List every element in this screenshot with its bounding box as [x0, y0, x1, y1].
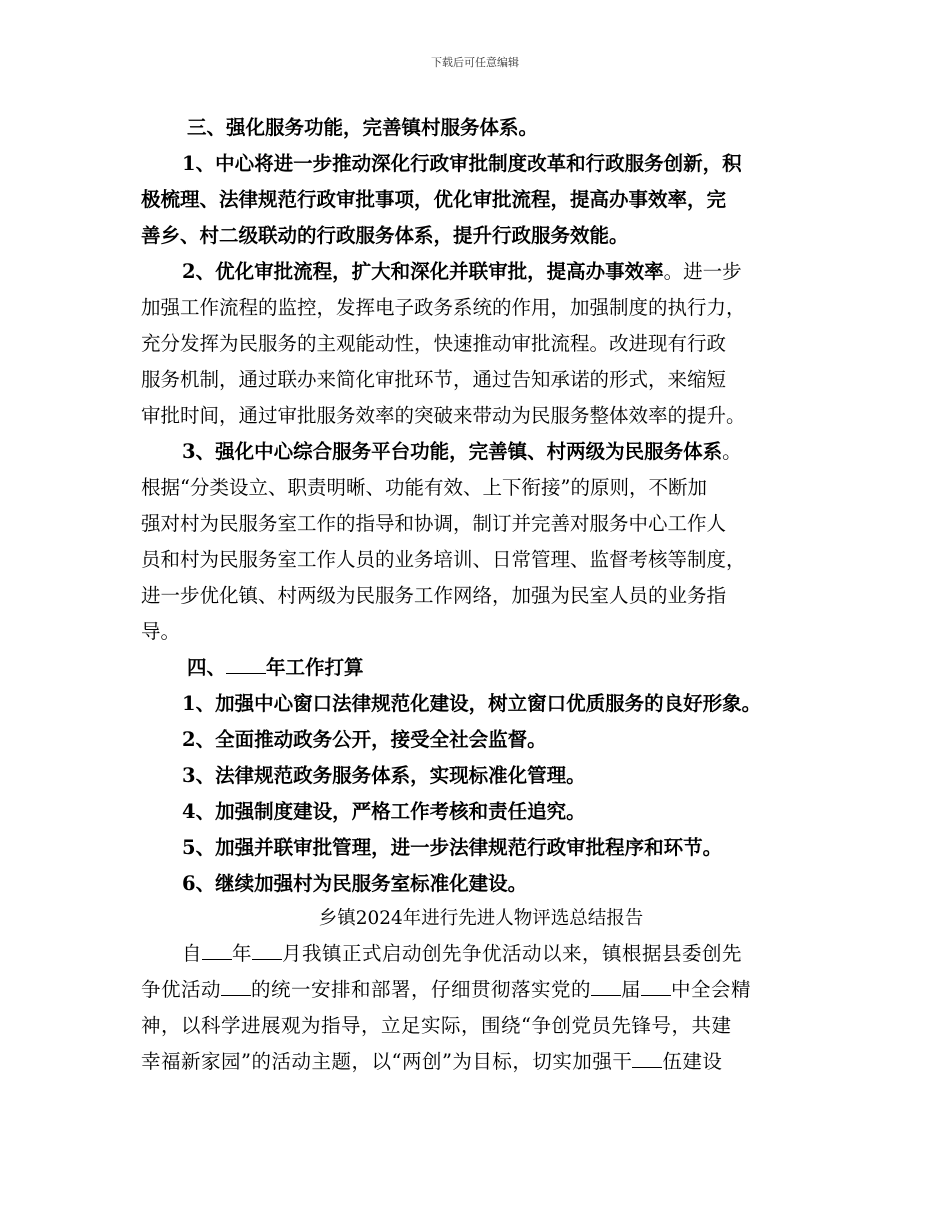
paragraph-line: 三、强化服务功能，完善镇村服务体系。 [187, 116, 539, 139]
paragraph-line: 强对村为民服务室工作的指导和协调，制订并完善对服务中心工作人 [141, 512, 727, 535]
report-line-2 [141, 972, 821, 1008]
paragraph-line [141, 434, 821, 470]
normal-text: 。进一步 [663, 260, 742, 283]
bold-text: 2、优化审批流程，扩大和深化并联审批，提高办事效率 [182, 260, 664, 283]
report-text: 的统一安排和部署，仔细贯彻落实党的 [251, 978, 592, 1001]
blank-underline [641, 977, 671, 996]
plan-item: 1、加强中心窗口法律规范化建设，树立窗口优质服务的良好形象。 [182, 692, 762, 715]
report-text: 幸福新家园”的活动主题，以“两创”为目标，切实加强干 [141, 1050, 633, 1073]
blank-underline [226, 655, 266, 674]
section-four-suffix: 年工作打算 [266, 656, 364, 679]
paragraph-line: 加强工作流程的监控，发挥电子政务系统的作用，加强制度的执行力， [141, 296, 746, 319]
blank-underline [591, 977, 621, 996]
plan-item: 2、全面推动政务公开，接受全社会监督。 [182, 728, 547, 751]
bold-text: 3、强化中心综合服务平台功能，完善镇、村两级为民服务体系 [182, 440, 723, 463]
report-line-1 [141, 936, 821, 972]
paragraph-line: 根据“分类设立、职责明晰、功能有效、上下衔接”的原则，不断加 [141, 476, 707, 499]
report-line-4 [141, 1044, 821, 1080]
page-header: 下载后可任意编辑 [431, 56, 519, 69]
report-text: 伍建设 [662, 1050, 723, 1073]
report-title: 乡镇2024年进行先进人物评选总结报告 [318, 908, 644, 929]
plan-item: 4、加强制度建设，严格工作考核和责任追究。 [182, 800, 586, 823]
report-text: 年 [232, 942, 253, 965]
document-body [141, 110, 821, 1080]
paragraph-line: 1、中心将进一步推动深化行政审批制度改革和行政服务创新，积 [182, 152, 742, 175]
section-three [141, 110, 821, 650]
paragraph-line: 善乡、村二级联动的行政服务体系，提升行政服务效能。 [141, 224, 629, 247]
section-four-prefix: 四、 [187, 656, 227, 679]
paragraph-line [141, 254, 821, 290]
report-text: 中全会精 [671, 978, 752, 1001]
plan-item: 3、法律规范政务服务体系，实现标准化管理。 [182, 764, 586, 787]
report-text: 届 [621, 978, 642, 1001]
paragraph-line: 员和村为民服务室工作人员的业务培训、日常管理、监督考核等制度， [141, 548, 746, 571]
report-text: 争优活动 [141, 978, 222, 1001]
blank-underline [252, 941, 282, 960]
paragraph-line: 服务机制，通过联办来简化审批环节，通过告知承诺的形式，来缩短 [141, 368, 727, 391]
blank-underline [202, 941, 232, 960]
section-four-heading [141, 650, 821, 686]
plan-list [141, 686, 821, 902]
plan-item: 5、加强并联审批管理，进一步法律规范行政审批程序和环节。 [182, 836, 723, 859]
report-text: 月我镇正式启动创先争优活动以来，镇根据县委创先 [282, 942, 743, 965]
normal-text: 。 [722, 440, 742, 463]
paragraph-line: 极梳理、法律规范行政审批事项，优化审批流程，提高办事效率，完 [141, 188, 727, 211]
paragraph-line: 充分发挥为民服务的主观能动性，快速推动审批流程。改进现有行政 [141, 332, 727, 355]
paragraph-line: 审批时间，通过审批服务效率的突破来带动为民服务整体效率的提升。 [141, 404, 746, 427]
paragraph-line: 进一步优化镇、村两级为民服务工作网络，加强为民室人员的业务指 [141, 584, 727, 607]
report-line-3: 神，以科学进展观为指导，立足实际，围绕“争创党员先锋号，共建 [141, 1014, 732, 1037]
blank-underline [632, 1049, 662, 1068]
report-text: 自 [182, 942, 203, 965]
paragraph-line: 导。 [141, 620, 181, 643]
plan-item: 6、继续加强村为民服务室标准化建设。 [182, 872, 528, 895]
blank-underline [221, 977, 251, 996]
